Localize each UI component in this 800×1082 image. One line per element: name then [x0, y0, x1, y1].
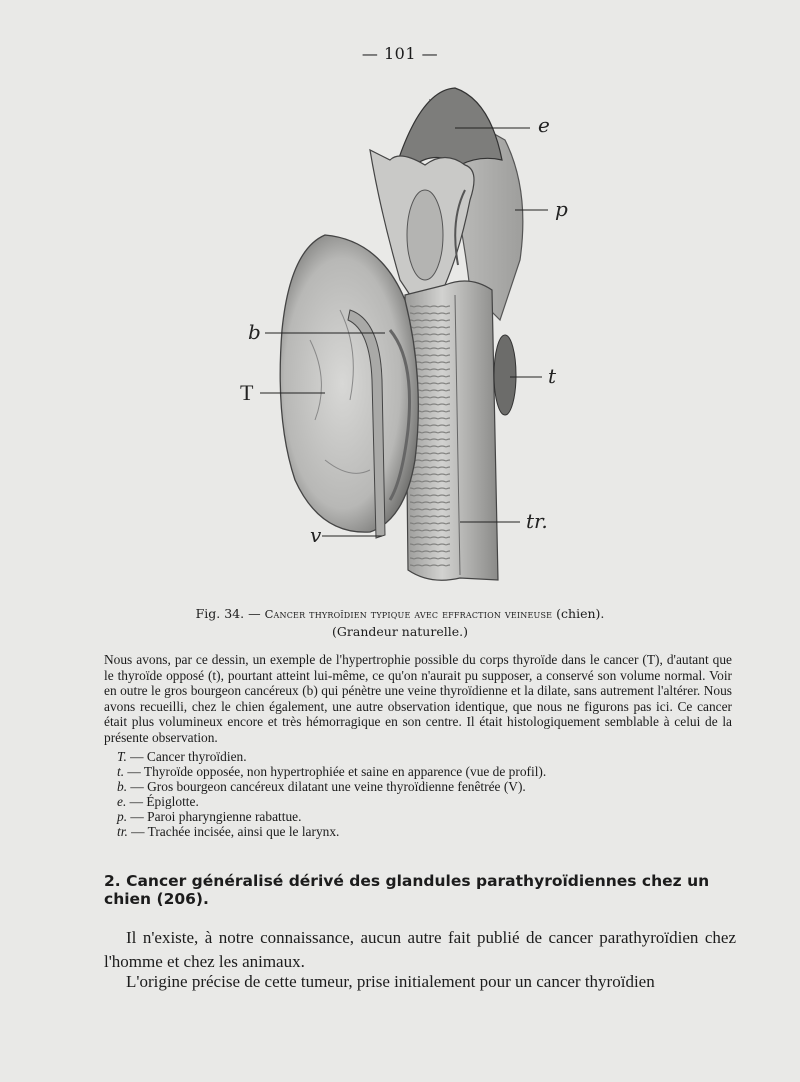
legend-row: e. — Épiglotte. [117, 794, 199, 809]
legend-row: t. — Thyroïde opposée, non hypertrophiée et saine en apparence (vue de profil). [117, 764, 547, 779]
legend-row: p. — Paroi pharyngienne rabattue. [117, 809, 302, 824]
label-b: b [248, 320, 261, 344]
label-e: e [538, 113, 550, 137]
caption-title: Cancer thyroïdien typique avec effraction veineuse [264, 607, 553, 621]
legend-row: b. — Gros bourgeon cancéreux dilatant une veine thyroïdienne fenêtrée (V). [117, 779, 526, 794]
label-p: p [555, 197, 568, 221]
opposite-thyroid [494, 335, 516, 415]
description-text: Nous avons, par ce dessin, un exemple de l'hypertrophie possible du corps thyroïde dans le cancer (T), d'autant que le thyroïde opposé (t), pourtant atteint lui-même, ce qu'on n'aurait pu supposer, a conservé son volume normal. Voir en outre le gros bourgeon cancéreux (b) qui pénètre une veine thyroïdienne et la dilate, sans autrement l'altérer. Nous avons recueilli, chez le chien également, une autre observation identique, que nous ne figurons pas ici. Ce cancer était plus volumineux encore et très hémorragique en son centre. Il était histologiquement semblable à celui de la présente observation. [104, 652, 732, 745]
legend-row: T. — Cancer thyroïdien. [117, 749, 247, 764]
label-tr: tr. [526, 509, 548, 533]
figure-description [104, 652, 732, 746]
label-T: T [240, 380, 254, 405]
section-heading: 2. Cancer généralisé dérivé des glandules parathyroïdiennes chez un chien (206). [104, 872, 710, 908]
figure-drawing [230, 80, 600, 605]
caption-prefix: Fig. 34. — [195, 606, 265, 621]
page-number: — 101 — [361, 44, 439, 63]
paragraph: Il n'existe, à notre connaissance, aucun autre fait publié de cancer parathyroïdien chez l'homme et chez les animaux. [104, 928, 736, 971]
figure-legend [117, 749, 717, 839]
caption-line2: (Grandeur naturelle.) [332, 624, 468, 639]
paragraph: L'origine précise de cette tumeur, prise initialement pour un cancer thyroïdien [126, 972, 655, 991]
anatomical-figure [230, 80, 600, 605]
thyroid-cancer [280, 235, 418, 532]
legend-row: tr. — Trachée incisée, ainsi que le larynx. [117, 824, 340, 839]
label-t: t [548, 364, 557, 388]
label-v: v [310, 523, 322, 547]
caption-suffix: (chien). [552, 606, 605, 621]
figure-caption [130, 605, 670, 640]
